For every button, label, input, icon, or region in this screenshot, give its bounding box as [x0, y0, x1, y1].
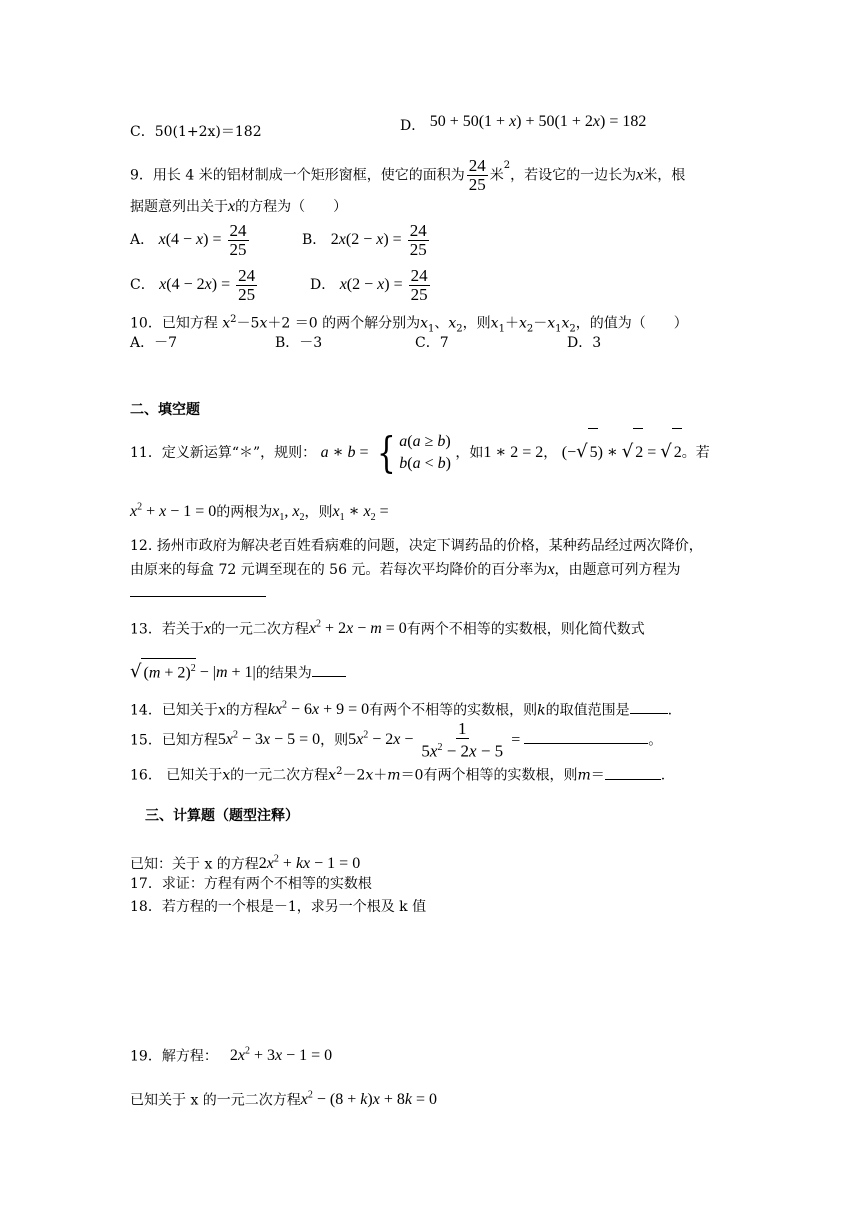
q14: 14．已知关于x的方程$kx^2 - 6x + 9 = 0$有两个不相等的实数根，则k的取值范围是 .	[130, 700, 673, 719]
q13-line1: 13．若关于x的一元二次方程$x^2 + 2x - m = 0$有两个不相等的实数根，则化简代数式	[130, 619, 645, 638]
q11-line2: $x^2 + x - 1 = 0$的两根为$x_1$, $x_2$，则$x_1$ ∗ $x_2$ =	[130, 502, 389, 524]
q13-text-d: 的结果为	[255, 665, 312, 682]
q9-text-f: 的方程为（ ）	[235, 199, 348, 215]
q12-text-b: ，由题意可列方程为	[554, 562, 681, 578]
q10-option-a: A．－7	[130, 335, 178, 351]
q9-line2: 据题意列出关于x的方程为（ ）	[130, 198, 348, 215]
q10-text-c: ＋2 ＝0 的两个解分别为	[267, 315, 421, 332]
q12-line1: 12. 扬州市政府为解决老百姓看病难的问题，决定下调药品的价格，某种药品经过两次降价，	[130, 538, 703, 554]
q10-text-d: ，则	[462, 315, 491, 332]
q9-text-b: 米	[489, 167, 504, 184]
q16-text-c: 有两个相等的实数根，则	[423, 767, 578, 784]
q9-option-b: B． 2x(2 − x) = $\frac{24}{25}$	[302, 220, 427, 259]
q14-text-b: 的方程	[225, 702, 268, 719]
q15-text-a: 15．已知方程	[130, 732, 218, 749]
q8-option-d-label: D．	[400, 118, 426, 134]
q14-text-c: 有两个不相等的实数根，则	[369, 702, 538, 719]
q15-text-b: ，则	[320, 732, 349, 749]
q9-option-c: C． x(4 − 2x) = $\frac{24}{25}$	[130, 265, 256, 304]
q15-fraction: $\frac{1}{5x^2 - 2x - 5}$	[421, 719, 504, 761]
q8-option-d-formula: 50 + 50(1 + x) + 50(1 + 2x) = 182	[429, 113, 647, 130]
q16-text-d: ＝	[590, 767, 605, 784]
q9-option-a: A． x(4 − x) = $\frac{24}{25}$	[130, 220, 247, 259]
last-question: 已知关于 x 的一元二次方程$x^2 - (8 + k)x + 8k = 0$	[130, 1090, 437, 1109]
q11-line1: 11．定义新运算“＊”，规则： a ∗ b = { a(a ≥ b) b(a < b) ，如1 ∗ 2 = 2， (−√ 5) ∗ √ 2 = √ 2。若	[130, 428, 710, 477]
q9-text-a: 9．用长 4 米的铝材制成一个矩形窗框，使它的面积为	[130, 167, 465, 184]
q12-text-a: 由原来的每盒 72 元调至现在的 56 元。若每次平均降价的百分率为	[130, 562, 548, 578]
q9-option-d: D． x(2 − x) = $\frac{24}{25}$	[310, 265, 428, 304]
q9-option-c-label: C．	[130, 277, 155, 293]
q11-text-d: 。若	[681, 445, 710, 461]
q16-text-a: 16． 已知关于	[130, 767, 223, 784]
q14-text-d: 的取值范围是	[545, 702, 630, 719]
q11-text-b: ，如	[455, 445, 484, 461]
last-question-text: 已知关于 x 的一元二次方程	[130, 1092, 301, 1109]
q10-text-b: －5	[236, 315, 260, 332]
q15-text-c: 。	[648, 732, 663, 749]
q9-line1: 9．用长 4 米的铝材制成一个矩形窗框，使它的面积为 $\frac{24}{25}$ 米$^2$，若设它的一边长为x米，根	[130, 156, 686, 195]
q19: 19．解方程： $2x^2 + 3x - 1 = 0$	[130, 1046, 333, 1065]
q9-text-e: 据题意列出关于	[130, 199, 228, 215]
q16-text-b: 的一元二次方程	[230, 767, 329, 784]
q17: 17．求证：方程有两个不相等的实数根	[130, 876, 372, 892]
q8-option-d	[400, 113, 647, 136]
q13-text-a: 13．若关于	[130, 621, 204, 638]
q9-text-d: 米，根	[643, 167, 686, 184]
q11-text-a: 11．定义新运算“＊”，规则：	[130, 445, 317, 461]
q11-text-e: 的两根为	[216, 504, 273, 521]
q10-text-e: ，的值为（ ）	[575, 315, 688, 332]
q10-option-b: B．－3	[275, 335, 323, 351]
q16: 16． 已知关于x的一元二次方程$x^2-2x+m=0$有两个相等的实数根，则m＝ .	[130, 766, 666, 784]
q14-text-e: .	[667, 702, 673, 719]
q15: 15．已知方程$5x^2 - 3x - 5 = 0$，则$5x^2 - 2x$ − $\frac{1}{5x^2 - 2x - 5}$ = 。	[130, 719, 663, 761]
q13-text-b: 的一元二次方程	[210, 621, 309, 638]
q12-line2: 由原来的每盒 72 元调至现在的 56 元。若每次平均降价的百分率为x，由题意可列方程为	[130, 561, 681, 578]
q18: 18．若方程的一个根是－1，求另一个根及 k 值	[130, 899, 427, 915]
q9-text-c: ，若设它的一边长为	[510, 167, 637, 184]
q19-text: 19．解方程：	[130, 1048, 218, 1065]
q9-area-fraction: $\frac{24}{25}$	[468, 156, 486, 195]
q9-option-d-label: D．	[310, 277, 336, 293]
q13-line2: √ $(m + 2)^2 - |m + 1|$的结果为	[130, 658, 346, 683]
q13-text-c: 有两个不相等的实数根，则化简代数式	[406, 621, 645, 638]
q9-option-b-label: B．	[302, 232, 327, 248]
q10-option-c: C．7	[415, 335, 449, 351]
q14-text-a: 14．已知关于	[130, 702, 218, 719]
q12-answer-blank	[130, 580, 266, 603]
calc-given: 已知：关于 x 的方程$2x^2$ + kx − 1 = 0	[130, 854, 361, 873]
q8-option-c: C．50(1+2x)＝182	[130, 124, 262, 140]
section3-title: 三、计算题（题型注释）	[145, 808, 299, 824]
q10-option-d: D．3	[567, 335, 602, 351]
calc-given-text: 已知：关于 x 的方程	[130, 856, 259, 873]
q11-piecewise: { a(a ≥ b) b(a < b)	[376, 428, 451, 477]
q10-text-a: 10．已知方程	[130, 315, 223, 332]
q16-text-e: .	[660, 767, 666, 784]
q10-stem: 10．已知方程 $x^2-5x+2 =0$ 的两个解分别为$x_1$、$x_2$，则$x_1+x_2-x_1x_2$，的值为（ ）	[130, 314, 688, 335]
section2-title: 二、填空题	[130, 402, 200, 418]
q11-text-f: ，则	[304, 504, 333, 521]
q9-option-a-label: A．	[130, 232, 155, 248]
q11-text-c: ，	[543, 445, 558, 461]
